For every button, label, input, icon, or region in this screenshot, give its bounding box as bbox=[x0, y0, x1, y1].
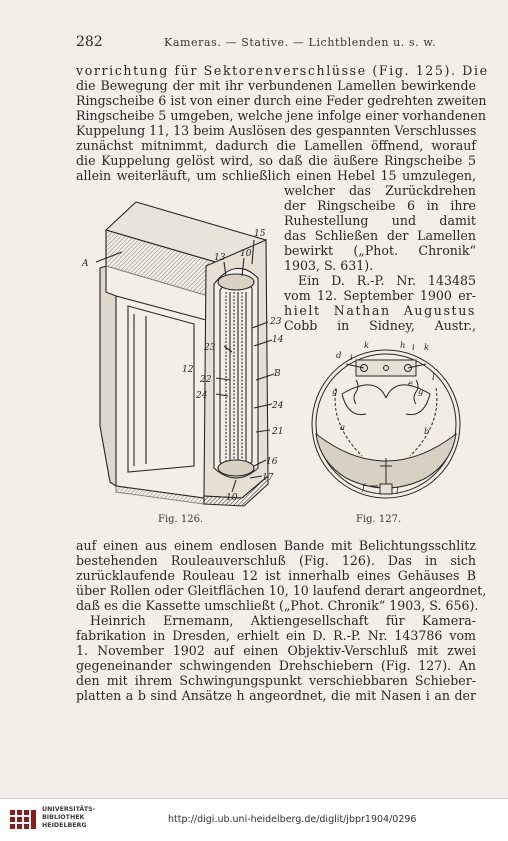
label-l: l bbox=[432, 373, 435, 383]
text-line: den mit ihrem Schwingungspunkt verschiebbaren Schieber- bbox=[76, 673, 476, 688]
running-title: Kameras. — Stative. — Lichtblenden u. s. w. bbox=[164, 36, 437, 49]
text-line: Ringscheibe 5 umgeben, welche jene infolge einer vorhandenen bbox=[76, 108, 486, 123]
label-g2: g bbox=[418, 387, 424, 397]
text-line: vom 12. September 1900 er- bbox=[284, 288, 476, 303]
text-line: Ringscheibe 6 ist von einer durch eine Feder gedrehten zweiten bbox=[76, 93, 487, 108]
figure-126 bbox=[76, 196, 286, 508]
label-B: B bbox=[274, 369, 281, 379]
label-14: 14 bbox=[272, 335, 284, 345]
label-a: a bbox=[340, 423, 346, 433]
text-line: fabrikation in Dresden, erhielt ein D. R.-P. Nr. 143786 vom bbox=[76, 628, 476, 643]
library-name-line: BIBLIOTHEK bbox=[42, 814, 85, 821]
text-line: Cobb in Sidney, Austr., bbox=[284, 318, 476, 333]
text-line: Kuppelung 11, 13 beim Auslösen des gespannten Verschlusses bbox=[76, 123, 477, 138]
label-16: 16 bbox=[266, 457, 278, 467]
label-15: 15 bbox=[254, 229, 266, 239]
label-10: 10 bbox=[240, 249, 252, 259]
label-17: 17 bbox=[262, 473, 274, 483]
label-23b: 23 bbox=[204, 343, 216, 353]
text-line: vorrichtung für Sektorenverschlüsse (Fig. 125). Die bbox=[76, 63, 489, 78]
label-l2: l bbox=[396, 487, 399, 497]
text-line: auf einen aus einem endlosen Bande mit Belichtungsschlitz bbox=[76, 538, 476, 553]
label-e: e bbox=[408, 379, 414, 389]
text-line: 1903, S. 631). bbox=[284, 258, 374, 273]
label-22: 22 bbox=[200, 375, 212, 385]
text-line: Ruhestellung und damit bbox=[284, 213, 476, 228]
label-24b: 24 bbox=[272, 401, 284, 411]
university-library-logo bbox=[8, 807, 38, 833]
text-line: zurücklaufende Rouleau 12 ist innerhalb eines Gehäuses B bbox=[76, 568, 476, 583]
label-13: 13 bbox=[214, 253, 226, 263]
library-name-line: HEIDELBERG bbox=[42, 822, 87, 829]
label-k: k bbox=[364, 341, 370, 351]
label-12: 12 bbox=[182, 365, 194, 375]
text-line: platten a b sind Ansätze h angeordnet, die mit Nasen i an der bbox=[76, 688, 476, 703]
text-line: allein weiterläuft, um schließlich einen Hebel 15 umzulegen, bbox=[76, 168, 476, 183]
label-g: g bbox=[332, 387, 338, 397]
viewer-footer bbox=[0, 798, 508, 841]
label-i2: i bbox=[350, 353, 353, 363]
text-line: die Kuppelung gelöst wird, so daß die äußere Ringscheibe 5 bbox=[76, 153, 476, 168]
label-h: h bbox=[400, 341, 406, 351]
text-line: der Ringscheibe 6 in ihre bbox=[284, 198, 476, 213]
text-line: 1. November 1902 auf einen Objektiv-Verschluß mit zwei bbox=[76, 643, 476, 658]
label-i: i bbox=[412, 343, 415, 353]
label-23: 23 bbox=[270, 317, 282, 327]
label-A: A bbox=[82, 259, 89, 269]
figure-127 bbox=[306, 338, 466, 510]
text-line: Ein D. R.-P. Nr. 143485 bbox=[298, 273, 476, 288]
label-k2: k bbox=[424, 343, 430, 353]
label-b: b bbox=[424, 427, 430, 437]
figure-126-caption: Fig. 126. bbox=[158, 514, 204, 525]
label-d: d bbox=[336, 351, 342, 361]
library-name bbox=[42, 806, 95, 830]
label-21: 21 bbox=[272, 427, 284, 437]
text-line: die Bewegung der mit ihr verbundenen Lamellen bewirkende bbox=[76, 78, 476, 93]
text-line: Heinrich Ernemann, Aktiengesellschaft für Kamera- bbox=[90, 613, 476, 628]
label-f: f bbox=[362, 483, 366, 493]
text-line: gegeneinander schwingenden Drehschiebern (Fig. 127). An bbox=[76, 658, 476, 673]
text-line: über Rollen oder Gleitflächen 10, 10 laufend derart angeordnet, bbox=[76, 583, 487, 598]
label-24: 24 bbox=[196, 391, 208, 401]
text-line: zunächst mitnimmt, dadurch die Lamellen öffnend, worauf bbox=[76, 138, 476, 153]
text-line: welcher das Zurückdrehen bbox=[284, 183, 476, 198]
figure-127-caption: Fig. 127. bbox=[356, 514, 402, 525]
label-10b: 10 bbox=[226, 493, 238, 503]
permalink-url[interactable]: http://digi.ub.uni-heidelberg.de/diglit/jbpr1904/0296 bbox=[168, 814, 417, 825]
page-number: 282 bbox=[76, 34, 103, 50]
text-line: bestehenden Rouleauverschluß (Fig. 126). Das in sich bbox=[76, 553, 476, 568]
text-line: hielt Nathan Augustus bbox=[284, 303, 476, 318]
text-line: bewirkt („Phot. Chronik“ bbox=[284, 243, 476, 258]
page-header bbox=[76, 34, 476, 52]
text-line: das Schließen der Lamellen bbox=[284, 228, 476, 243]
text-line: daß es die Kassette umschließt („Phot. Chronik“ 1903, S. 656). bbox=[76, 598, 479, 613]
library-name-line: UNIVERSITÄTS- bbox=[42, 806, 96, 813]
